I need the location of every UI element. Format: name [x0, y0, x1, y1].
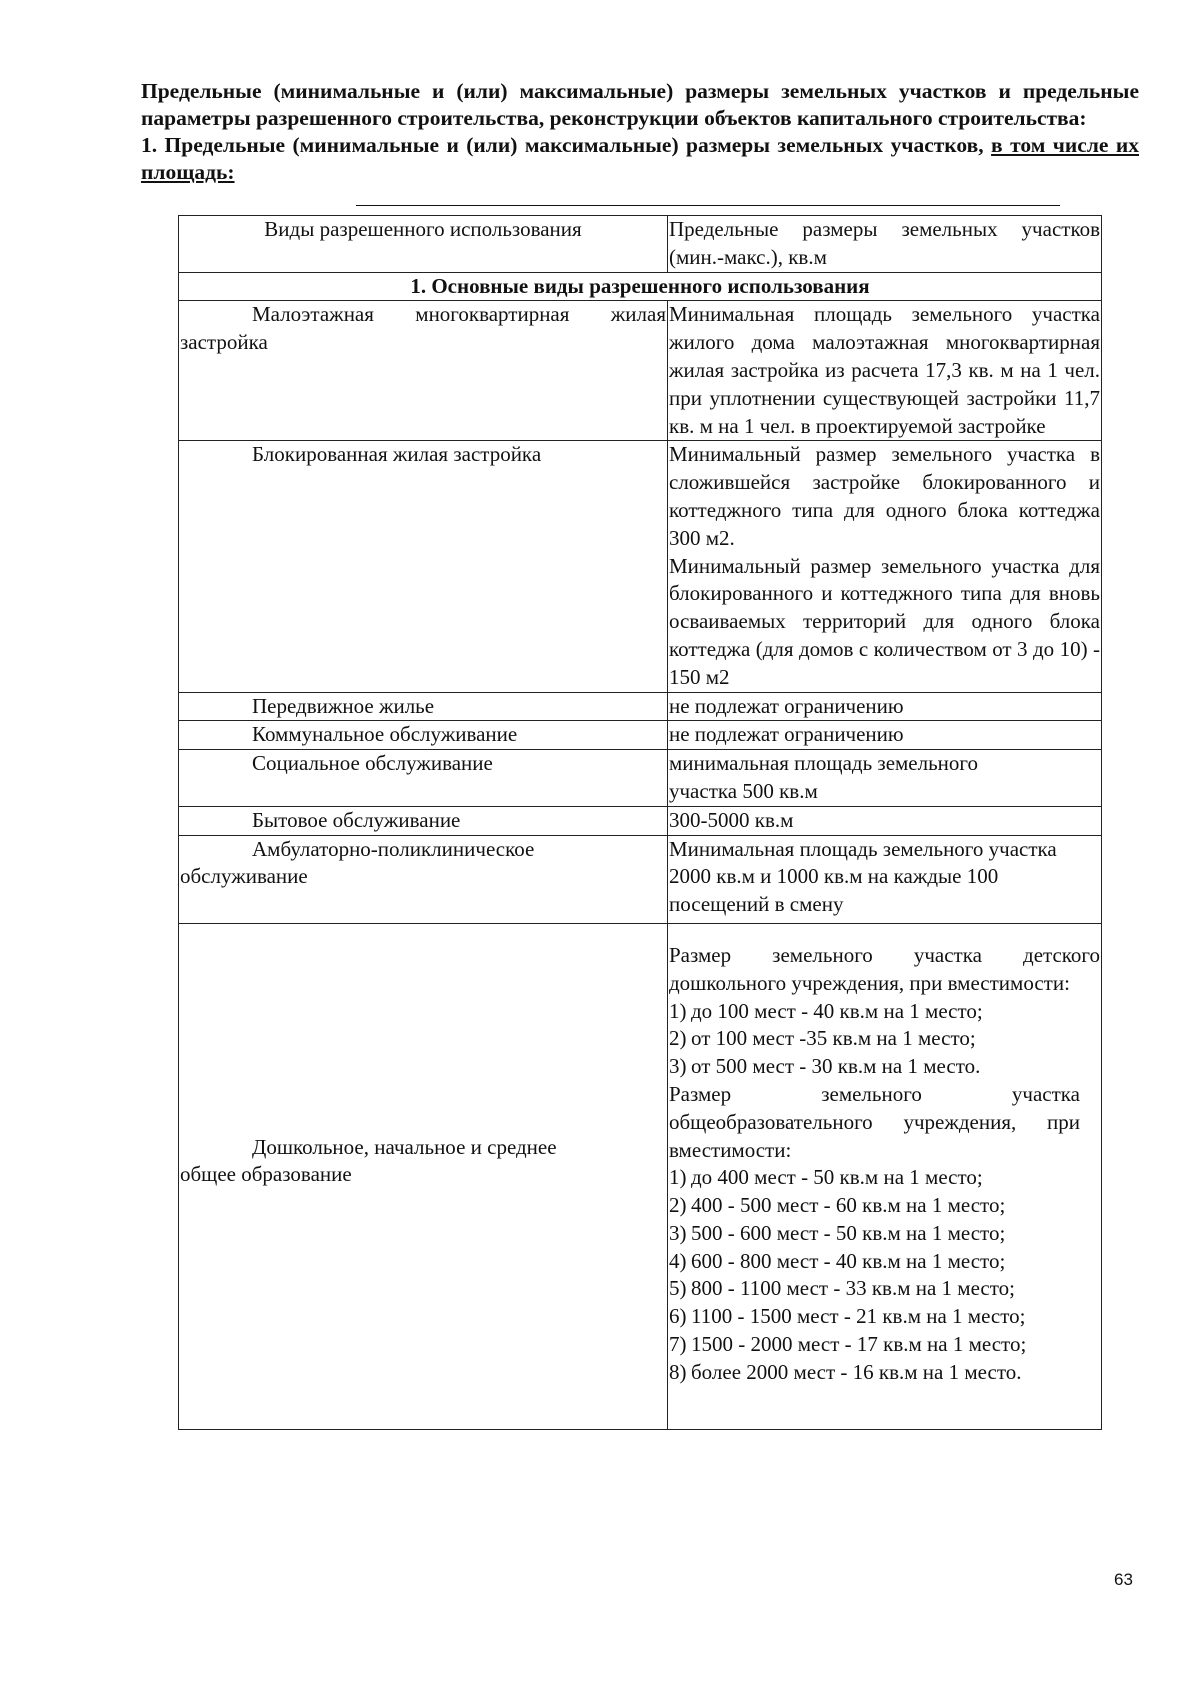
list-item: 8) более 2000 мест - 16 кв.м на 1 место.: [669, 1359, 1022, 1384]
use-label: Коммунальное обслуживание: [252, 722, 518, 747]
list-item-text: 1500 - 2000 мест - 17 кв.м на 1 место;: [691, 1332, 1027, 1357]
list-item: 2) 400 - 500 мест - 60 кв.м на 1 место;: [669, 1193, 1006, 1218]
use-cell: [179, 692, 668, 721]
list-item: 1) до 100 мест - 40 кв.м на 1 место;: [669, 998, 983, 1023]
heading-paragraph-2: [141, 132, 1139, 186]
limit-text: не подлежат ограничению: [669, 722, 904, 747]
blank-fill-line: [356, 205, 1060, 206]
table-row: [179, 806, 1102, 835]
table-header-row: [179, 216, 1102, 273]
use-label: Малоэтажная многоквартирная жилая застройка: [180, 302, 666, 355]
list-item: 2) от 100 мест -35 кв.м на 1 место;: [669, 1026, 976, 1051]
limit-text: минимальная площадь земельного участка 500 кв.м: [669, 751, 979, 803]
limit-cell: [668, 692, 1102, 721]
use-label: Социальное обслуживание: [252, 751, 493, 776]
preschool-capacity-list: [669, 998, 1100, 1081]
heading-paragraph-1: Предельные (минимальные и (или) максимальные) размеры земельных участков и предельные параметры разрешенного строительства, реконструкции объектов капитального строительства:: [141, 79, 1139, 130]
use-cell: [179, 721, 668, 750]
use-label: Амбулаторно-поликлиническое обслуживание: [180, 836, 535, 889]
list-item: 1) до 400 мест - 50 кв.м на 1 место;: [669, 1165, 983, 1190]
heading-item-1-underlined: в том числе их площадь:: [141, 133, 1139, 184]
preschool-intro: Размер земельного участка детского дошкольного учреждения, при вместимости:: [669, 942, 1100, 995]
table-row: [179, 923, 1102, 1429]
use-cell: [179, 301, 668, 441]
list-item: 3) 500 - 600 мест - 50 кв.м на 1 место;: [669, 1220, 1006, 1245]
table-row: [179, 301, 1102, 441]
use-label: Бытовое обслуживание: [252, 807, 461, 832]
section-title: 1. Основные виды разрешенного использования: [179, 272, 1102, 301]
table-row: [179, 721, 1102, 750]
use-cell: [179, 923, 668, 1429]
use-label: Блокированная жилая застройка: [252, 442, 542, 467]
list-item-text: более 2000 мест - 16 кв.м на 1 место.: [691, 1359, 1022, 1384]
list-item-text: 600 - 800 мест - 40 кв.м на 1 место;: [691, 1248, 1006, 1273]
limit-cell: [668, 806, 1102, 835]
use-cell: [179, 750, 668, 807]
limit-text: не подлежат ограничению: [669, 693, 904, 718]
limit-cell: [668, 923, 1102, 1429]
use-label: Дошкольное, начальное и среднее общее образование: [180, 1134, 557, 1187]
table-row: [179, 441, 1102, 692]
limit-cell: [668, 441, 1102, 692]
heading-item-1: 1. Предельные (минимальные и (или) максимальные) размеры земельных участков,: [141, 133, 992, 157]
list-item-text: 800 - 1100 мест - 33 кв.м на 1 место;: [691, 1276, 1015, 1301]
list-item-text: от 500 мест - 30 кв.м на 1 место.: [691, 1054, 981, 1079]
limit-text-part-1: Минимальный размер земельного участка в сложившейся застройке блокированного и коттеджного типа для одного блока коттеджа 300 м2.: [669, 442, 1100, 550]
table-row: [179, 835, 1102, 923]
school-capacity-list: [669, 1164, 1100, 1386]
limit-cell: [668, 750, 1102, 807]
list-item: 7) 1500 - 2000 мест - 17 кв.м на 1 место;: [669, 1332, 1027, 1357]
school-intro: Размер земельного участка общеобразовательного учреждения, при вместимости:: [669, 1081, 1080, 1162]
use-label: Передвижное жилье: [252, 693, 435, 718]
list-item-text: до 400 мест - 50 кв.м на 1 место;: [691, 1165, 983, 1190]
list-item: 3) от 500 мест - 30 кв.м на 1 место.: [669, 1054, 981, 1079]
limit-cell: [668, 721, 1102, 750]
page-number: 63: [1114, 1570, 1133, 1589]
land-plot-limits-table: [178, 215, 1102, 1430]
col2-header: Предельные размеры земельных участков (мин.-макс.), кв.м: [668, 216, 1102, 273]
list-item-text: до 100 мест - 40 кв.м на 1 место;: [691, 998, 983, 1023]
section-row: [179, 272, 1102, 301]
limit-text: Минимальная площадь земельного участка 2000 кв.м и 1000 кв.м на каждые 100 посещений в смену: [669, 836, 1057, 917]
use-cell: [179, 441, 668, 692]
use-cell: [179, 806, 668, 835]
list-item-text: 500 - 600 мест - 50 кв.м на 1 место;: [691, 1220, 1006, 1245]
list-item: 6) 1100 - 1500 мест - 21 кв.м на 1 место;: [669, 1304, 1026, 1329]
list-item-text: от 100 мест -35 кв.м на 1 место;: [691, 1026, 976, 1051]
table-row: [179, 692, 1102, 721]
limit-cell: [668, 835, 1102, 923]
col1-header: Виды разрешенного использования: [179, 216, 668, 273]
table-row: [179, 750, 1102, 807]
list-item-text: 1100 - 1500 мест - 21 кв.м на 1 место;: [691, 1304, 1026, 1329]
list-item: 5) 800 - 1100 мест - 33 кв.м на 1 место;: [669, 1276, 1015, 1301]
limit-cell: [668, 301, 1102, 441]
limit-text: 300-5000 кв.м: [669, 807, 794, 832]
limit-text-part-2: Минимальный размер земельного участка для блокированного и коттеджного типа для вновь осваиваемых территорий для одного блока коттеджа (для домов с количеством от 3 до 10) - 150 м2: [669, 553, 1100, 689]
list-item-text: 400 - 500 мест - 60 кв.м на 1 место;: [691, 1193, 1006, 1218]
document-heading: [141, 78, 1139, 186]
use-cell: [179, 835, 668, 923]
list-item: 4) 600 - 800 мест - 40 кв.м на 1 место;: [669, 1248, 1006, 1273]
limit-text: Минимальная площадь земельного участка жилого дома малоэтажная многоквартирная жилая застройка из расчета 17,3 кв. м на 1 чел. при уплотнении существующей застройки 11,7 кв. м на 1 чел. в проектируемой застройке: [669, 302, 1100, 438]
